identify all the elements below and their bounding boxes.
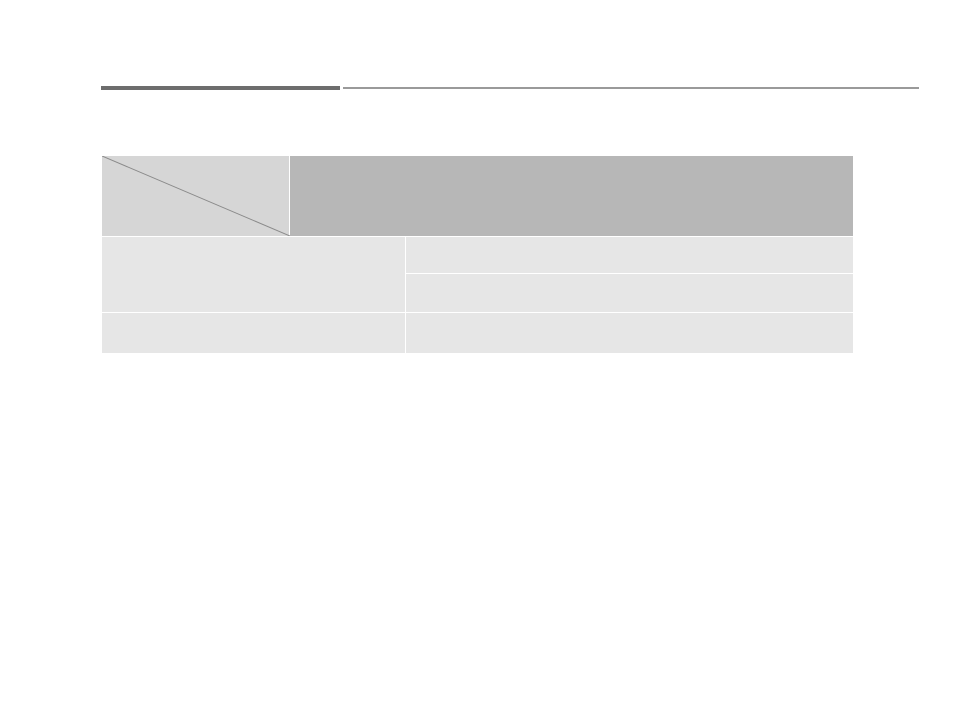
table-corner-header	[102, 156, 290, 237]
cooling-system-label	[102, 237, 406, 313]
cooling-system-note-daily	[406, 237, 854, 274]
cooling-system-note-first-check	[406, 274, 854, 313]
coolant-note	[406, 313, 854, 354]
header-rule-dark	[101, 86, 340, 90]
maintenance-schedule-table	[101, 155, 854, 354]
header-rule-light	[343, 87, 919, 89]
interval-header	[290, 156, 854, 237]
corner-diagonal	[102, 156, 290, 236]
coolant-label	[102, 313, 406, 354]
